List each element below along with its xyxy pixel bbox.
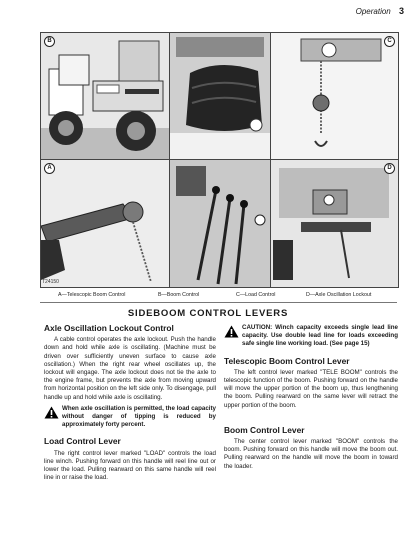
caption-b: B—Boom Control (158, 292, 200, 298)
caption-c: C—Load Control (236, 292, 276, 298)
load-block-illustration (271, 33, 398, 159)
tractor-illustration (41, 33, 169, 159)
control-levers-illustration (170, 160, 270, 287)
tractor-photo (40, 32, 170, 160)
axle-text: A cable control operates the axle lockout. Push the handle down and hold while axle is oscillating. (Machine must be driven over sufficiently uneven surface to cause axle oscillation.) When the right rear wheel oscillates up, the lockout will engage. The axle lockout does not tie the axle to the engine frame, but prevents the axle from moving upward from horizontal position on the left side only. To disengage, pull handle up and hold while axle is oscillating. (44, 336, 216, 401)
photo-code: T24150 (42, 279, 59, 285)
caution-text: CAUTION: Winch capacity exceeds single lead line capacity. Use double lead line for loads exceeding safe single line working load. (See page 15) (242, 324, 398, 348)
callout-d: D (384, 163, 395, 174)
caution-icon (224, 325, 239, 338)
section-name: Operation (355, 7, 391, 16)
axle-warning (44, 405, 216, 430)
load-text: The right control lever marked "LOAD" controls the load line winch. Pushing forward on this handle will reel line out or lower the load. Pulling rearward on this same handle will reel line in or raise the load. (44, 449, 216, 482)
seat-photo (169, 32, 271, 160)
page-number: 3 (398, 6, 404, 16)
page-title: SIDEBOOM CONTROL LEVERS (127, 308, 289, 319)
telescopic-boom-photo (40, 159, 170, 288)
page-header (356, 6, 404, 16)
telescopic-boom-illustration (41, 160, 169, 287)
callout-c: C (384, 36, 395, 47)
axle-warning-text: When axle oscillation is permitted, the load capacity without danger of tipping is reduced by approximately forty percent. (62, 404, 216, 429)
axle-lockout-photo (270, 159, 399, 288)
tele-text: The left control lever marked "TELE BOOM" controls the telescopic function of the boom. Pushing forward on the handle will move the upper portion of the boom up, thus lengthening the boom. Pulling rearward on the same lever will retract the upper portion of the boom. (224, 368, 398, 409)
warning-icon (44, 406, 59, 419)
photo-collage (40, 32, 397, 286)
left-column (44, 324, 216, 482)
tele-heading: Telescopic Boom Control Lever (224, 355, 350, 366)
caution-note (224, 324, 398, 349)
callout-a: A (44, 163, 55, 174)
control-levers-photo (169, 159, 271, 288)
axle-lockout-illustration (271, 160, 398, 287)
boom-heading: Boom Control Lever (224, 424, 305, 435)
load-block-photo (270, 32, 399, 160)
callout-b: B (44, 36, 55, 47)
axle-heading: Axle Oscillation Lockout Control (44, 323, 174, 333)
caption-d: D—Axle Oscillation Lockout (306, 292, 372, 298)
load-heading: Load Control Lever (44, 436, 121, 447)
caption-a: A—Telescopic Boom Control (58, 292, 126, 298)
boom-text: The center control lever marked "BOOM" controls the boom. Pushing forward on this handle will move the boom out. Pulling rearward on the handle will move the boom in toward the loader. (224, 438, 398, 470)
right-column (224, 324, 398, 471)
divider (40, 302, 397, 303)
seat-illustration (170, 33, 270, 159)
